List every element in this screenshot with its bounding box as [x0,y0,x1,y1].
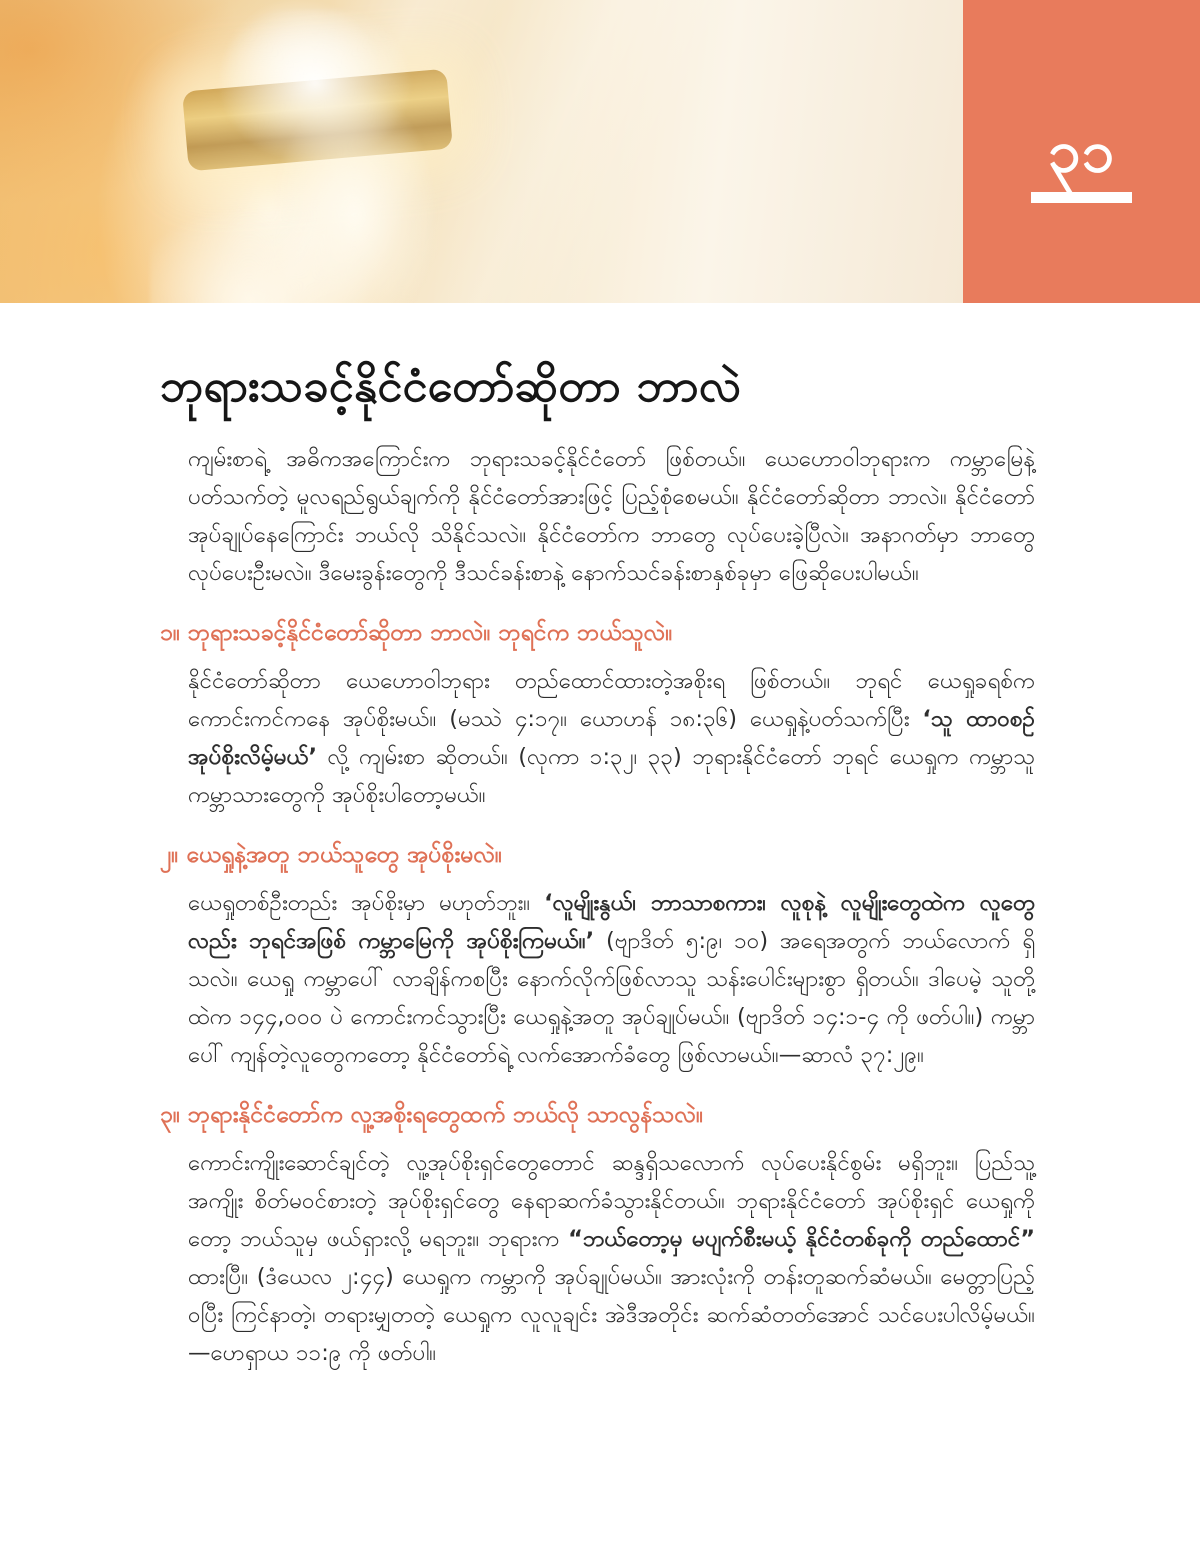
section-heading-3: ၃။ ဘုရားနိုင်ငံတော်က လူ့အစိုးရတွေထက် ဘယ်လို သာလွန်သလဲ။ [160,1102,704,1129]
text-run: (ဗျာဒိတ် ၅:၉၊ ၁၀) အရေအတွက် ဘယ်လောက် ရှိသလဲ။ ယေရှု ကမ္ဘာပေါ် လာချိန်ကစပြီး နောက်လိုက်ဖြစ်လာသူ သန်းပေါင်းများစွာ ရှိတယ်။ ဒါပေမဲ့ သူတို့ထဲက ၁၄၄,၀၀၀ ပဲ ကောင်းကင်သွားပြီး ယေရှုနဲ့အတူ အုပ်ချုပ်မယ်။ (ဗျာဒိတ် ၁၄:၁-၄ ကို ဖတ်ပါ။) ကမ္ဘာပေါ် ကျန်တဲ့လူတွေကတော့ နိုင်ငံတော်ရဲ့ လက်အောက်ခံတွေ ဖြစ်လာမယ်။—ဆာလံ ၃၇:၂၉။ [188,928,1035,1069]
chapter-number-block [963,0,1200,303]
section-paragraph-1 [188,662,1035,814]
text-run: နိုင်ငံတော်ဆိုတာ ယေဟောဝါဘုရား တည်ထောင်ထားတဲ့အစိုးရ ဖြစ်တယ်။ ဘုရင် ယေရှုခရစ်က ကောင်းကင်ကနေ အုပ်စိုးမယ်။ (မဿဲ ၄:၁၇။ ယောဟန် ၁၈:၃၆) ယေရှုနဲ့ပတ်သက်ပြီး [188,668,1035,733]
section-paragraph-2 [188,884,1035,1074]
chapter-number: ၃၁ [1047,117,1116,185]
section-heading-1: ၁။ ဘုရားသခင့်နိုင်ငံတော်ဆိုတာ ဘာလဲ။ ဘုရင်က ဘယ်သူလဲ။ [160,620,673,647]
text-run: လို့ ကျမ်းစာ ဆိုတယ်။ (လုကာ ၁:၃၂၊ ၃၃) ဘုရားနိုင်ငံတော် ဘုရင် ယေရှုက ကမ္ဘာသူကမ္ဘာသားတွေကို အုပ်စိုးပါတော့မယ်။ [188,744,1035,809]
scripture-quote-bold: “ဘယ်တော့မှ မပျက်စီးမယ့် နိုင်ငံတစ်ခုကို တည်ထောင်” [568,1226,1035,1253]
scripture-quote-bold: ‘သူ ထာဝစဉ် အုပ်စိုးလိမ့်မယ်’ [188,706,1035,771]
section-heading-2: ၂။ ယေရှုနဲ့အတူ ဘယ်သူတွေ အုပ်စိုးမလဲ။ [160,842,502,869]
hero-image [0,0,963,303]
article-title: ဘုရားသခင့်နိုင်ငံတော်ဆိုတာ ဘာလဲ [160,359,742,412]
chapter-number-underline [1031,192,1132,203]
article-content [0,303,1200,1372]
text-run: ကောင်းကျိုးဆောင်ချင်တဲ့ လူ့အုပ်စိုးရှင်တွေတောင် ဆန္ဒရှိသလောက် လုပ်ပေးနိုင်စွမ်း မရှိဘူး။ ပြည်သူ့အကျိုး စိတ်မဝင်စားတဲ့ အုပ်စိုးရှင်တွေ နေရာဆက်ခံသွားနိုင်တယ်။ ဘုရားနိုင်ငံတော် အုပ်စိုးရှင် ယေရှုကိုတော့ ဘယ်သူမှ ဖယ်ရှားလို့ မရဘူး။ ဘုရားက [188,1150,1035,1253]
intro-paragraph: ကျမ်းစာရဲ့ အဓိကအကြောင်းက ဘုရားသခင့်နိုင်ငံတော် ဖြစ်တယ်။ ယေဟောဝါဘုရားက ကမ္ဘာမြေနဲ့ပတ်သက်တဲ့ မူလရည်ရွယ်ချက်ကို နိုင်ငံတော်အားဖြင့် ပြည့်စုံစေမယ်။ နိုင်ငံတော်ဆိုတာ ဘာလဲ။ နိုင်ငံတော် အုပ်ချုပ်နေကြောင်း ဘယ်လို သိနိုင်သလဲ။ နိုင်ငံတော်က ဘာတွေ လုပ်ပေးခဲ့ပြီလဲ။ အနာဂတ်မှာ ဘာတွေ လုပ်ပေးဦးမလဲ။ ဒီမေးခွန်းတွေကို ဒီသင်ခန်းစာနဲ့ နောက်သင်ခန်းစာနှစ်ခုမှာ ဖြေဆိုပေးပါမယ်။ [188,446,1035,587]
text-run: ယေရှုတစ်ဦးတည်း အုပ်စိုးမှာ မဟုတ်ဘူး။ [188,890,545,917]
hero-banner [0,0,1200,303]
section-paragraph-3 [188,1144,1035,1372]
scripture-quote-bold: ‘လူမျိုးနွယ်၊ ဘာသာစကား၊ လူစုနဲ့ လူမျိုးတွေထဲက လူတွေလည်း ဘုရင်အဖြစ် ကမ္ဘာမြေကို အုပ်စိုးကြမယ်။’ [188,890,1035,955]
kingly-figure-graphic [150,10,480,303]
text-run: ထားပြီ။ (ဒံယေလ ၂:၄၄) ယေရှုက ကမ္ဘာကို အုပ်ချုပ်မယ်။ အားလုံးကို တန်းတူဆက်ဆံမယ်။ မေတ္တာပြည့်ဝပြီး ကြင်နာတဲ့၊ တရားမျှတတဲ့ ယေရှုက လူလူချင်း အဲဒီအတိုင်း ဆက်ဆံတတ်အောင် သင်ပေးပါလိမ့်မယ်။—ဟေရှာယ ၁၁:၉ ကို ဖတ်ပါ။ [188,1264,1035,1367]
